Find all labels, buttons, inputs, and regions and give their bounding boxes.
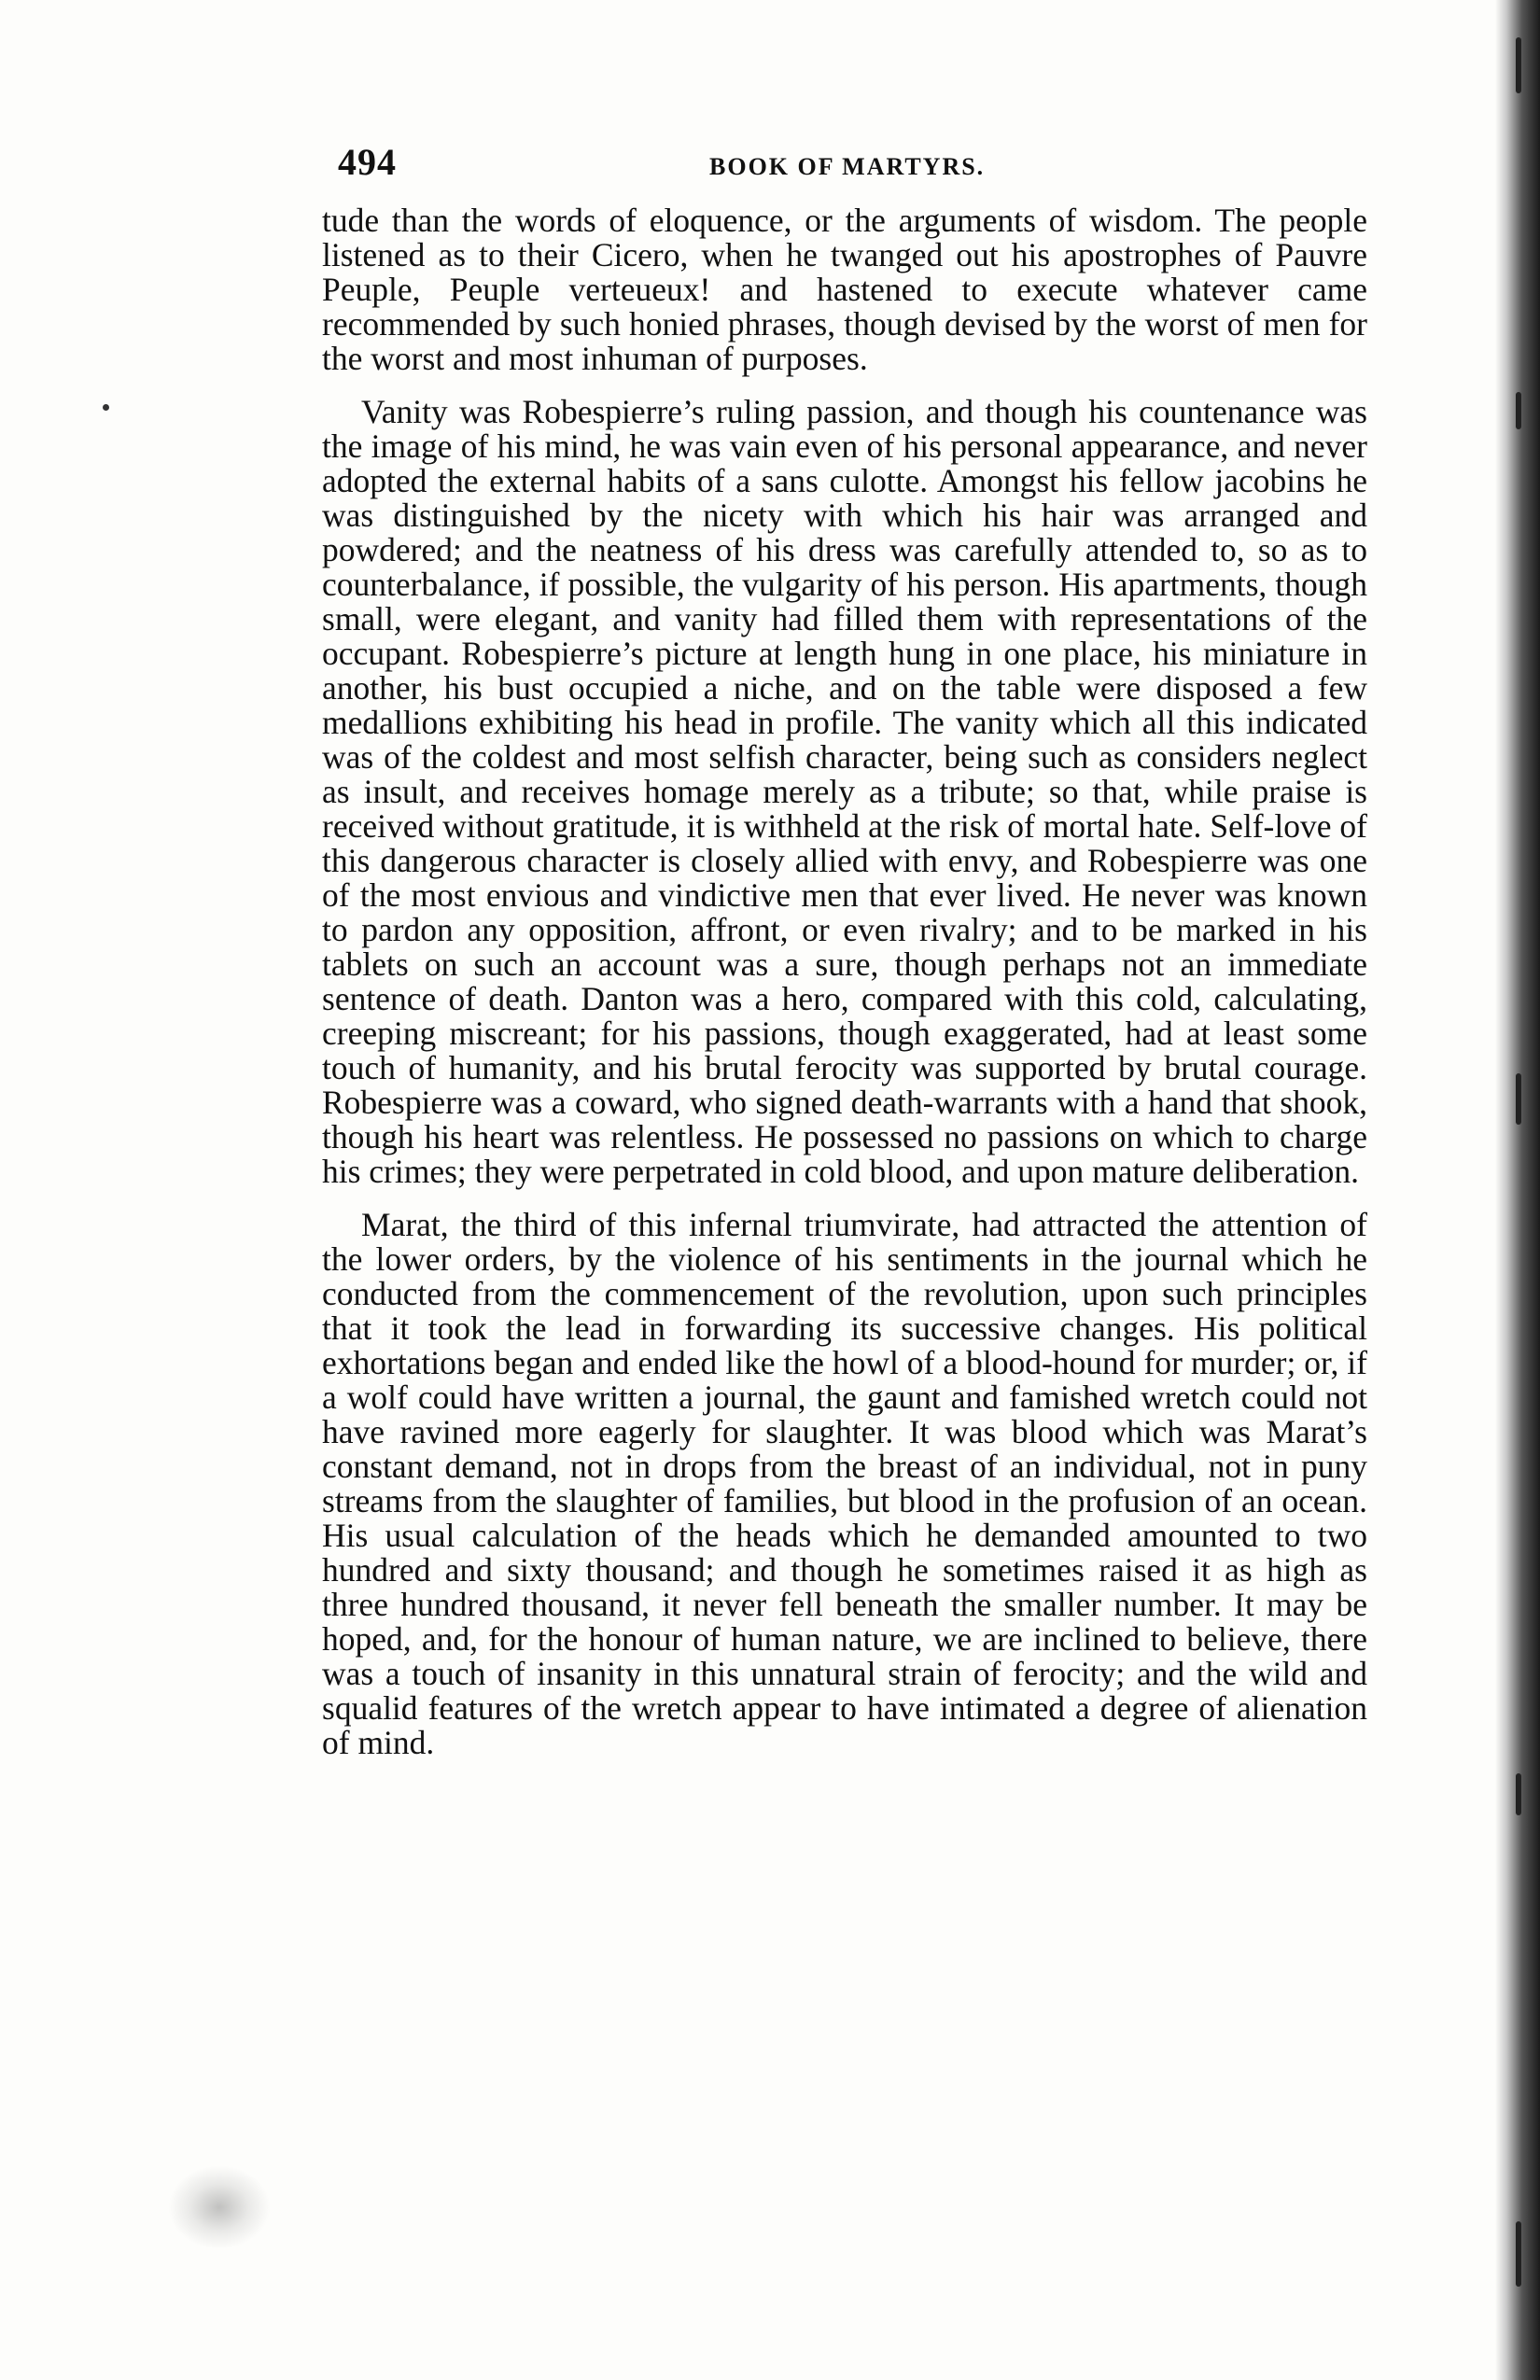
edge-speck (1516, 1773, 1521, 1815)
paragraph: Vanity was Robespierre’s ruling passion, and though his countenance was the image of his mind, he was vain even of his personal appearance, and never adopted the external habits of a sans culotte. Amongst his fellow jacobins he was distinguished by the nicety with which his hair was arranged and powdered; and the neatness of his dress was carefully attended to, so as to counterbalance, if possible, the vulgarity of his person. His apartments, though small, were elegant, and vanity had filled them with representations of the occupant. Robespierre’s picture at length hung in one place, his miniature in another, his bust occupied a niche, and on the table were disposed a few medallions exhibiting his head in profile. The vanity which all this indicated was of the coldest and most selfish character, being such as considers neglect as insult, and receives homage merely as a tribute; so that, while praise is received without gratitude, it is withheld at the risk of mortal hate. Self-love of this dangerous character is closely allied with envy, and Robespierre was one of the most envious and vindictive men that ever lived. He never was known to pardon any opposition, affront, or even rivalry; and to be marked in his tablets on such an account was a sure, though perhaps not an immediate sentence of death. Danton was a hero, compared with this cold, calculating, creeping miscreant; for his passions, though exaggerated, had at least some touch of humanity, and his brutal ferocity was supported by brutal courage. Robespierre was a coward, who signed death-warrants with a hand that shook, though his heart was relentless. He possessed no passions on which to charge his crimes; they were perpetrated in cold blood, and upon mature deliberation. (322, 393, 1367, 1190)
edge-speck (1516, 2221, 1521, 2287)
page-edge-shadow (1495, 0, 1540, 2380)
paragraph: Marat, the third of this infernal triumvirate, had attracted the attention of the lower orders, by the violence of his sentiments in the journal which he conducted from the commencement of the revolution, upon such principles that it took the lead in forwarding its successive changes. His political exhortations began and ended like the howl of a blood-hound for murder; or, if a wolf could have written a journal, the gaunt and famished wretch could not have ravined more eagerly for slaughter. It was blood which was Marat’s constant demand, not in drops from the breast of an individual, not in puny streams from the slaughter of families, but blood in the profusion of an ocean. His usual calculation of the heads which he demanded amounted to two hundred and sixty thousand; and though he sometimes raised it as high as three hundred thousand, it never fell beneath the smaller number. It may be hoped, and, for the honour of human nature, we are inclined to believe, there was a touch of insanity in this unnatural strain of ferocity; and the wild and squalid features of the wretch appear to have intimated a degree of alienation of mind. (322, 1206, 1367, 1761)
body-text (322, 203, 1367, 1779)
running-head: BOOK OF MARTYRS. (709, 153, 986, 180)
paragraph: tude than the words of eloquence, or the arguments of wisdom. The people listened as to their Cicero, when he twanged out his apostrophes of Pauvre Peuple, Peuple verteueux! and hastened to execute whatever came recommended by such honied phrases, though devised by the worst of men for the worst and most inhuman of purposes. (322, 202, 1367, 377)
edge-speck (1516, 392, 1521, 429)
page-header (336, 140, 1344, 196)
ink-speck (103, 404, 109, 411)
page-number: 494 (338, 141, 397, 183)
page-smudge (168, 2165, 271, 2249)
edge-speck (1516, 1073, 1521, 1125)
edge-speck (1516, 37, 1521, 93)
